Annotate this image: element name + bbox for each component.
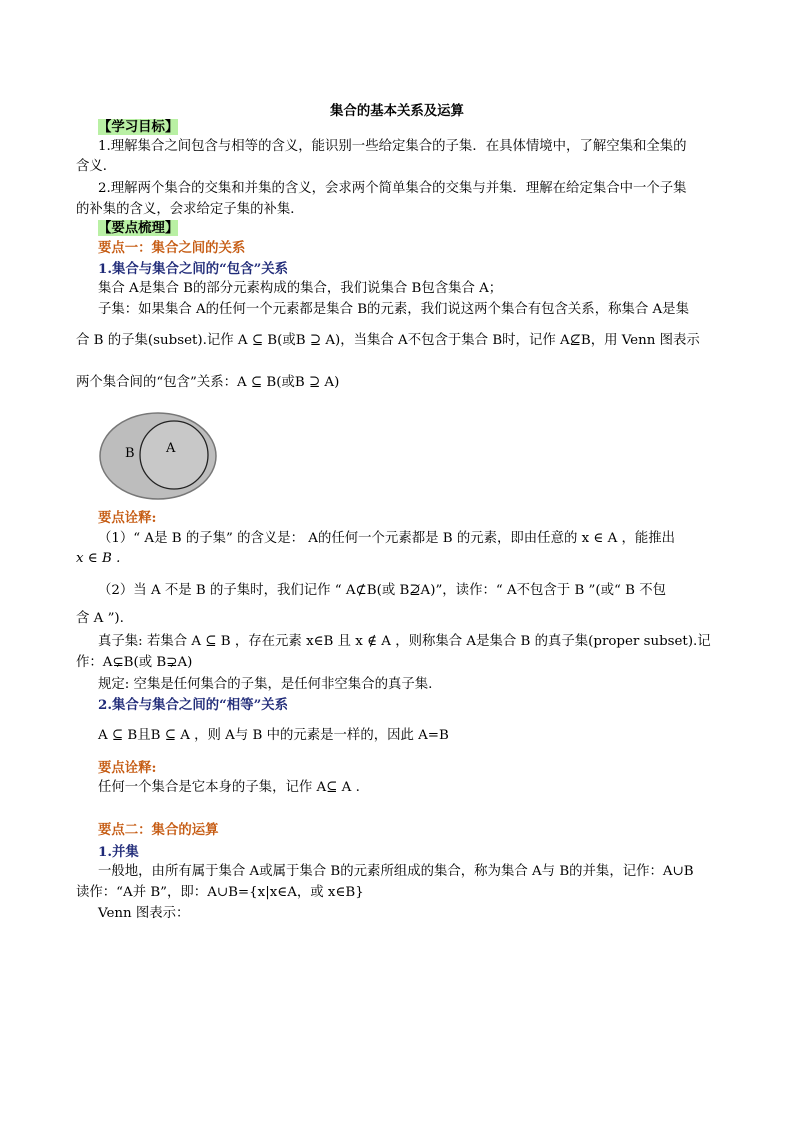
objective-2-line-2: 的补集的含义，会求给定子集的补集．	[76, 202, 304, 217]
subset-definition-line-1: 子集：如果集合 A的任何一个元素都是集合 B的元素，我们说这两个集合有包含关系，称集合 A是集	[98, 302, 689, 317]
union-definition-line-2: 读作：“A并 B”，即：A∪B={x|x∈A，或 x∈B}	[76, 885, 364, 900]
subsection-1-header: 1.集合与集合之间的“包含”关系	[98, 261, 289, 277]
page-title: 集合的基本关系及运算	[330, 103, 464, 119]
proper-subset-line-1: 真子集: 若集合 A ⊆ B ，存在元素 x∈B 且 x ∉ A ，则称集合 A是集合 B 的真子集(proper subset).记	[98, 634, 711, 649]
venn-outer-label: B	[125, 446, 135, 461]
objectives-header: 【学习目标】	[98, 119, 179, 135]
objective-1-line-2: 含义．	[76, 159, 117, 174]
equality-line: A ⊆ B且B ⊆ A ，则 A与 B 中的元素是一样的，因此 A=B	[98, 728, 449, 743]
note-1-item-2-line-2: 含 A ”).	[76, 611, 124, 626]
empty-set-rule: 规定: 空集是任何集合的子集，是任何非空集合的真子集.	[98, 677, 433, 692]
venn-diagram-subset	[96, 410, 222, 502]
subsection-2-header: 2.集合与集合之间的“相等”关系	[98, 697, 289, 713]
summary-header: 【要点梳理】	[98, 220, 179, 236]
note-1-item-1-line-1: （1）“ A是 B 的子集” 的含义是： A的任何一个元素都是 B 的元素，即由任意的 x ∈ A ，能推出	[98, 531, 676, 546]
proper-subset-line-2: 作：A⊊B(或 B⊋A)	[76, 655, 193, 670]
point-1-header: 要点一：集合之间的关系	[98, 240, 246, 256]
subset-definition-line-2: 合 B 的子集(subset).记作 A ⊆ B(或B ⊇ A)，当集合 A不包含于集合 B时，记作 A⊈B，用 Venn 图表示	[76, 333, 700, 348]
objective-2-line-1: 2.理解两个集合的交集和并集的含义，会求两个简单集合的交集与并集．理解在给定集合中一个子集	[98, 181, 687, 196]
paragraph-1: 集合 A是集合 B的部分元素构成的集合，我们说集合 B包含集合 A；	[98, 281, 503, 296]
note-2-text: 任何一个集合是它本身的子集，记作 A⊆ A .	[98, 780, 360, 795]
subset-definition-line-3: 两个集合间的“包含”关系：A ⊆ B(或B ⊇ A)	[76, 375, 340, 390]
note-2-header: 要点诠释:	[98, 760, 157, 776]
point-2-header: 要点二：集合的运算	[98, 822, 219, 838]
venn-label: Venn 图表示：	[98, 906, 190, 921]
note-1-item-1-line-2: x ∈ B .	[76, 551, 121, 566]
union-header: 1.并集	[98, 844, 139, 860]
union-definition-line-1: 一般地，由所有属于集合 A或属于集合 B的元素所组成的集合，称为集合 A与 B的并集，记作：A∪B	[98, 864, 694, 879]
note-1-header: 要点诠释:	[98, 510, 157, 526]
objective-1-line-1: 1.理解集合之间包含与相等的含义，能识别一些给定集合的子集．在具体情境中，了解空集和全集的	[98, 139, 687, 154]
note-1-item-2-line-1: （2）当 A 不是 B 的子集时，我们记作 “ A⊄B(或 B⊉A)”，读作：“ A不包含于 B ”(或“ B 不包	[98, 583, 666, 598]
venn-inner-label: A	[166, 441, 176, 456]
